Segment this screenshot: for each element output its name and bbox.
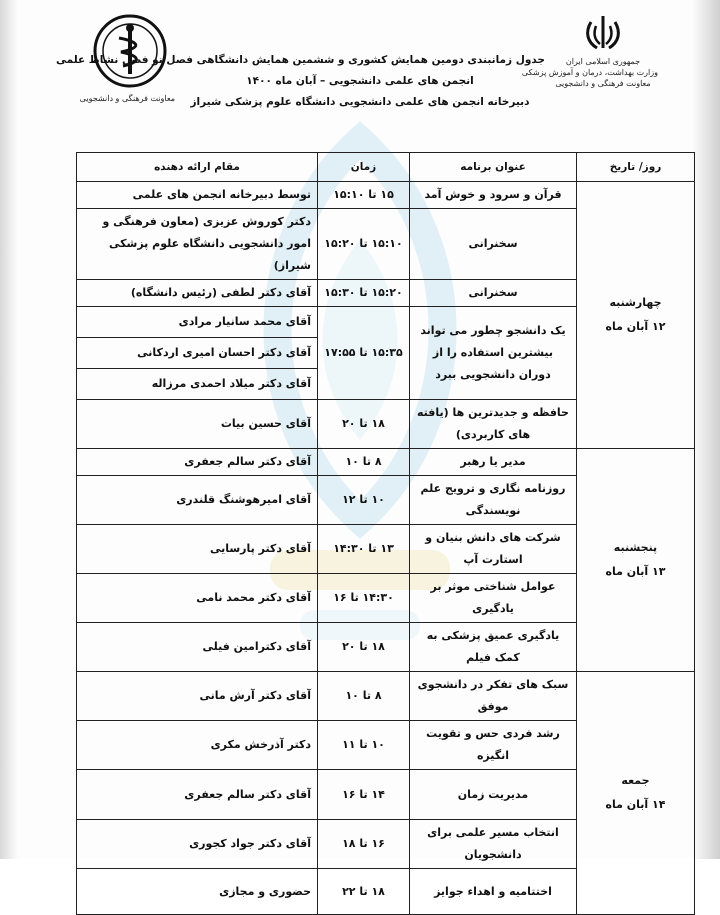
program-title: عوامل شناختی موثر بر یادگیری [410, 574, 577, 623]
speaker-item: آقای دکتر میلاد احمدی مرزاله [151, 377, 311, 390]
program-title: قرآن و سرود و خوش آمد [410, 182, 577, 209]
program-time: ۱۵:۳۵ تا ۱۷:۵۵ [318, 307, 410, 400]
program-speaker: آقای دکتر سالم جعفری [77, 770, 318, 820]
header-day: روز/ تاریخ [577, 153, 695, 182]
program-title: روزنامه نگاری و ترویج علم نویسندگی [410, 476, 577, 525]
program-time: ۱۳ تا ۱۴:۳۰ [318, 525, 410, 574]
ministry-logo [521, 14, 658, 114]
program-time: ۱۸ تا ۲۰ [318, 623, 410, 672]
program-title: شرکت های دانش بنیان و استارت آپ [410, 525, 577, 574]
program-speaker: آقای دکتر جواد کجوری [77, 820, 318, 869]
speaker-item: آقای دکتر احسان امیری اردکانی [77, 338, 317, 369]
program-title: یک دانشجو چطور می تواند بیشترین استفاده را از دوران دانشجویی ببرد [410, 307, 577, 400]
program-time: ۱۰ تا ۱۲ [318, 476, 410, 525]
ministry-caption-line2: وزارت بهداشت، درمان و آموزش پزشکی [521, 68, 658, 77]
program-title: مدیریت زمان [410, 770, 577, 820]
program-speaker: آقای دکتر آرش مانی [77, 672, 318, 721]
program-time: ۸ تا ۱۰ [318, 672, 410, 721]
day-date: ۱۴ آبان ماه [605, 798, 666, 811]
speaker-item: آقای محمد سانیار مرادی [77, 307, 317, 338]
header-speaker: مقام ارائه دهنده [77, 153, 318, 182]
program-speaker: آقای امیرهوشنگ قلندری [77, 476, 318, 525]
program-speaker-list [77, 307, 318, 400]
table-row [77, 449, 695, 476]
program-title: اختتامیه و اهداء جوایز [410, 869, 577, 915]
program-title: سخنرانی [410, 209, 577, 280]
program-speaker: آقای دکترامین فیلی [77, 623, 318, 672]
page-shadow-left [0, 0, 18, 859]
title-line-1: جدول زمانبندی دومین همایش کشوری و ششمین همایش دانشگاهی فصل نو فصل نشاط علمی [56, 54, 545, 66]
program-time: ۱۵ تا ۱۵:۱۰ [318, 182, 410, 209]
program-time: ۱۸ تا ۲۰ [318, 400, 410, 449]
day-cell-thursday [577, 449, 695, 672]
table-header-row [77, 153, 695, 182]
program-time: ۱۸ تا ۲۲ [318, 869, 410, 915]
day-name: جمعه [621, 774, 650, 787]
iran-emblem-icon [583, 14, 623, 52]
program-time: ۱۵:۱۰ تا ۱۵:۲۰ [318, 209, 410, 280]
program-speaker: دکتر آذرخش مکری [77, 721, 318, 770]
university-logo-caption: معاونت فرهنگی و دانشجویی [79, 94, 175, 103]
program-time: ۱۴ تا ۱۶ [318, 770, 410, 820]
program-speaker: آقای دکتر محمد نامی [77, 574, 318, 623]
program-speaker: آقای دکتر سالم جعفری [77, 449, 318, 476]
program-time: ۱۵:۲۰ تا ۱۵:۳۰ [318, 280, 410, 307]
day-name: پنجشنبه [613, 541, 658, 554]
program-title: انتخاب مسیر علمی برای دانشجویان [410, 820, 577, 869]
day-date: ۱۳ آبان ماه [605, 565, 666, 578]
header-title: عنوان برنامه [410, 153, 577, 182]
program-speaker: دکتر کوروش عزیزی (معاون فرهنگی و امور دانشجویی دانشگاه علوم پزشکی شیراز) [77, 209, 318, 280]
program-speaker: حضوری و مجازی [77, 869, 318, 915]
program-title: مدیر یا رهبر [410, 449, 577, 476]
table-row [77, 672, 695, 721]
header-time: زمان [318, 153, 410, 182]
day-cell-friday [577, 672, 695, 915]
ministry-caption-line1: جمهوری اسلامی ایران [565, 57, 641, 66]
program-title: حافظه و جدیدترین ها (یافته های کاربردی) [410, 400, 577, 449]
day-name: چهارشنبه [609, 296, 662, 309]
day-date: ۱۲ آبان ماه [605, 320, 666, 333]
program-time: ۱۴:۳۰ تا ۱۶ [318, 574, 410, 623]
program-time: ۱۶ تا ۱۸ [318, 820, 410, 869]
program-title: سخنرانی [410, 280, 577, 307]
program-speaker: آقای دکتر لطفی (رئیس دانشگاه) [77, 280, 318, 307]
day-cell-wednesday [577, 182, 695, 449]
ministry-caption-line3: معاونت فرهنگی و دانشجویی [555, 79, 651, 88]
program-title: یادگیری عمیق پزشکی به کمک فیلم [410, 623, 577, 672]
program-speaker: توسط دبیرخانه انجمن های علمی [77, 182, 318, 209]
title-line-2: انجمن های علمی دانشجویی – آبان ماه ۱۴۰۰ [246, 75, 474, 87]
program-time: ۱۰ تا ۱۱ [318, 721, 410, 770]
program-title: سبک های تفکر در دانشجوی موفق [410, 672, 577, 721]
program-title: رشد فردی حس و تقویت انگیزه [410, 721, 577, 770]
page-shadow-right [692, 0, 720, 859]
program-time: ۸ تا ۱۰ [318, 449, 410, 476]
program-speaker: آقای حسین بیات [77, 400, 318, 449]
title-line-3: دبیرخانه انجمن های علمی دانشجویی دانشگاه علوم پزشکی شیراز [190, 96, 530, 108]
table-row [77, 182, 695, 209]
schedule-table [76, 152, 695, 915]
program-speaker: آقای دکتر پارسایی [77, 525, 318, 574]
